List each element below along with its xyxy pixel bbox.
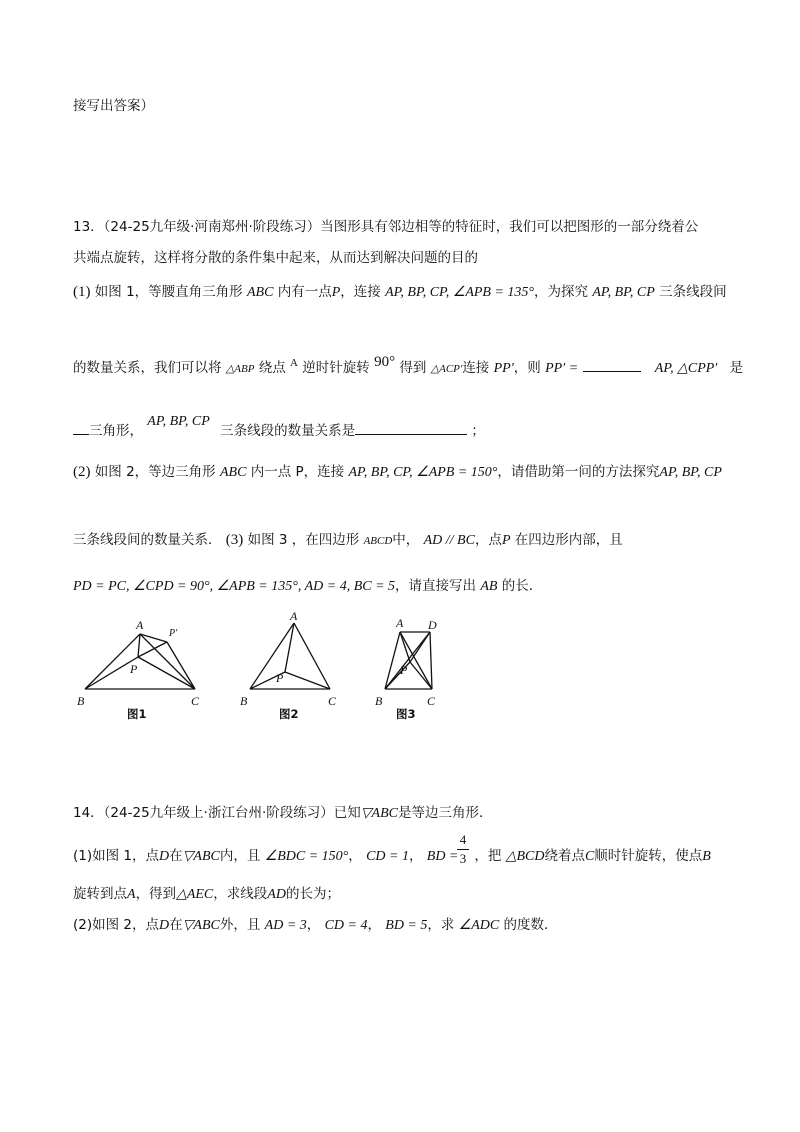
fig1-label-b: B — [77, 694, 85, 708]
fig3-label-b: B — [375, 694, 383, 708]
fig2-label-p: P — [276, 671, 284, 685]
fig2-label-a: A — [290, 609, 298, 623]
q13-figures — [70, 609, 437, 727]
fig1-label-c: C — [191, 694, 200, 708]
part-marker: (1) — [73, 284, 91, 300]
fig1-caption: 图1 — [127, 707, 147, 721]
answer-blank[interactable] — [583, 357, 641, 372]
q13-part1-line2: 的数量关系，我们可以将 △ABP 绕点 $^A$ 逆时针旋转 90° 得到 △ACP′连接 PP′，则 PP′ = AP, △CPP′ 是 — [73, 354, 744, 376]
q13-header-2: 共端点旋转，这样将分散的条件集中起来，从而达到解决问题的目的 — [73, 250, 478, 266]
fig3-label-a: A — [396, 616, 404, 630]
fig3-caption: 图3 — [396, 707, 416, 721]
fig2-label-b: B — [240, 694, 248, 708]
answer-blank[interactable] — [355, 420, 467, 435]
fig2-caption: 图2 — [279, 707, 299, 721]
continued-text: 接写出答案） — [73, 98, 154, 114]
q13-part2-line2: 三条线段间的数量关系． (3) 如图 3 ，在四边形 ABCD中， AD // BC，点P 在四边形内部，且 — [73, 532, 623, 548]
part-marker: (2) — [73, 464, 91, 480]
fig1-label-p: P — [130, 662, 138, 676]
q13-part1-line1: (1) 如图 1，等腰直角三角形 ABC 内有一点P，连接 AP, BP, CP, ∠APB = 135°，为探究 AP, BP, CP 三条线段间 — [73, 284, 727, 300]
figure-2 — [250, 623, 330, 689]
part-marker: (3) — [225, 532, 244, 548]
q13-part1-line3: 三角形， AP, BP, CP 三条线段的数量关系是 ； — [73, 420, 485, 442]
fraction-4-3: 4 3 — [457, 832, 469, 867]
fig2-label-c: C — [328, 694, 337, 708]
fig3-label-p: P — [400, 663, 408, 677]
q14-part2: (2)如图 2，点D在▽ABC外，且 AD = 3， CD = 4， BD = 5，求 ∠ADC 的度数． — [73, 917, 558, 933]
fig3-label-d: D — [428, 618, 437, 632]
q13-header: 13．（24-25九年级·河南郑州·阶段练习）当图形具有邻边相等的特征时，我们可以把图形的一部分绕着公 — [73, 219, 699, 235]
fig1-label-a: A — [136, 618, 144, 632]
q14-part1-line2: 旋转到点A，得到△AEC，求线段AD的长为； — [73, 886, 340, 902]
q13-part3-line: PD = PC, ∠CPD = 90°, ∠APB = 135°, AD = 4, BC = 5，请直接写出 AB 的长． — [73, 578, 543, 594]
figure-1 — [85, 634, 195, 689]
figure-3 — [385, 632, 432, 689]
q14-header: 14．（24-25九年级上·浙江台州·阶段练习）已知▽ABC是等边三角形． — [73, 805, 493, 821]
fig1-label-pprime: P′ — [169, 628, 178, 639]
q14-part1-line1: (1)如图 1，点D在▽ABC内，且 ∠BDC = 150°， CD = 1， BD = ，把 △BCD绕着点C顺时针旋转，使点B — [73, 848, 711, 864]
answer-blank[interactable] — [73, 420, 89, 435]
fig3-label-c: C — [427, 694, 436, 708]
q13-part2-line1: (2) 如图 2，等边三角形 ABC 内一点 P，连接 AP, BP, CP, ∠APB = 150°，请借助第一问的方法探究AP, BP, CP — [73, 464, 722, 480]
